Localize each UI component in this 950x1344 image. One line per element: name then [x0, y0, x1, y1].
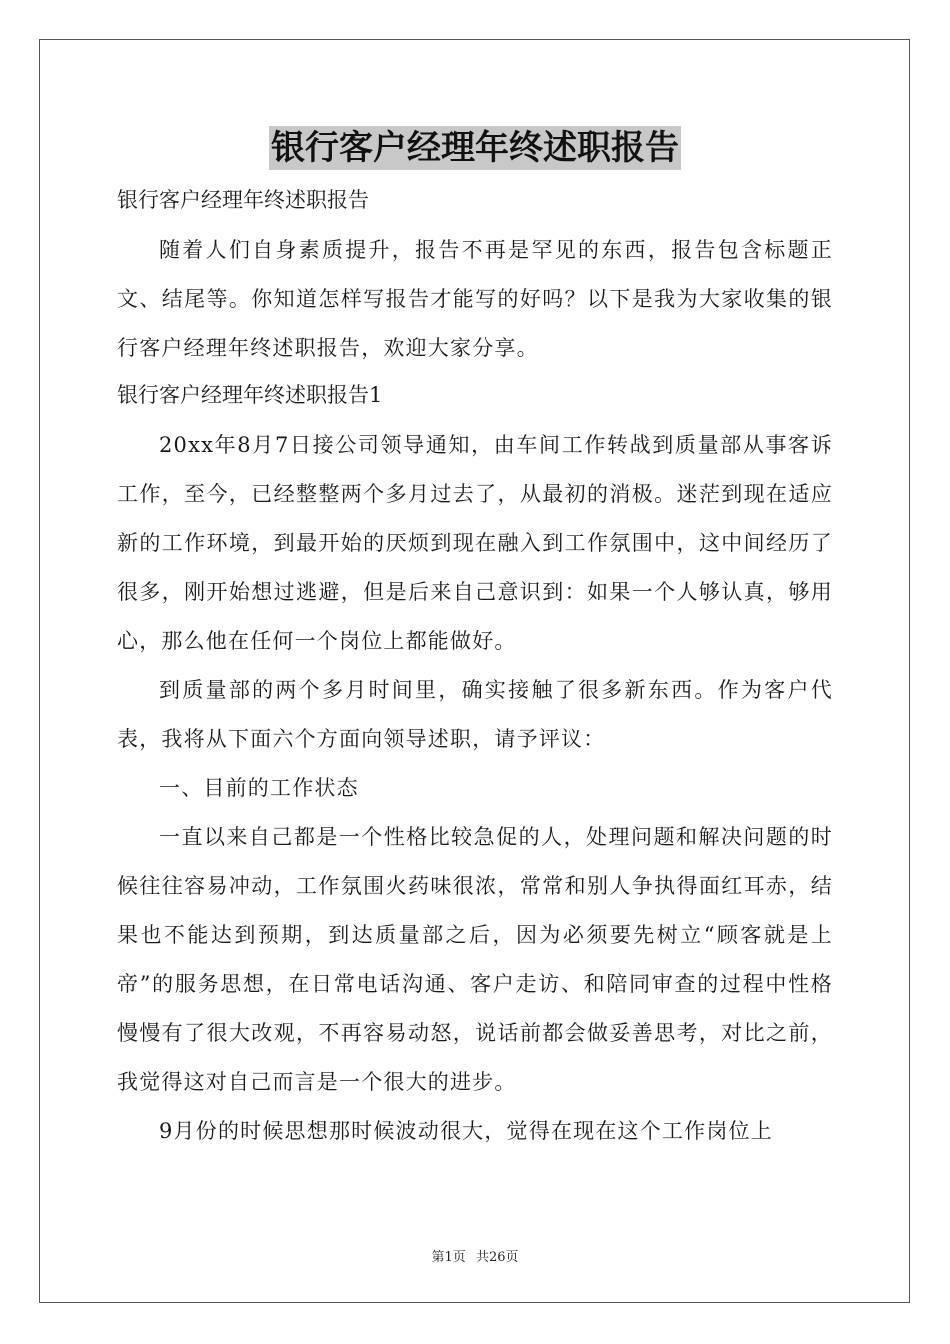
document-subtitle: 银行客户经理年终述职报告: [117, 188, 369, 212]
intro-paragraph: 随着人们自身素质提升，报告不再是罕见的东西，报告包含标题正文、结尾等。你知道怎样写报告才能写的好吗？以下是我为大家收集的银行客户经理年终述职报告，欢迎大家分享。: [117, 238, 833, 360]
subheading-current-status: 一、目前的工作状态: [159, 776, 359, 800]
paragraph-1: 20xx年8月7日接公司领导通知，由车间工作转战到质量部从事客诉工作，至今，已经整整两个多月过去了，从最初的消极。迷茫到现在适应新的工作环境，到最开始的厌烦到现在融入到工作氛围中，这中间经历了很多，刚开始想过逃避，但是后来自己意识到：如果一个人够认真，够用心，那么他在任何一个岗位上都能做好。: [117, 433, 833, 653]
page-total: 共26页: [475, 1250, 519, 1265]
paragraph-4: 9月份的时候思想那时候波动很大，觉得在现在这个工作岗位上: [159, 1119, 773, 1143]
paragraph-2: 到质量部的两个多月时间里，确实接触了很多新东西。作为客户代表，我将从下面六个方面向领导述职，请予评议：: [117, 678, 833, 751]
page-footer: [0, 1246, 950, 1265]
document-body: [117, 180, 833, 1156]
page-number: 第1页: [431, 1250, 466, 1265]
title-container: [0, 126, 950, 170]
section-heading-1: 银行客户经理年终述职报告1: [117, 383, 383, 407]
paragraph-3: 一直以来自己都是一个性格比较急促的人，处理问题和解决问题的时候往往容易冲动，工作氛围火药味很浓，常常和别人争执得面红耳赤，结果也不能达到预期，到达质量部之后，因为必须要先树立“顾客就是上帝”的服务思想，在日常电话沟通、客户走访、和陪同审查的过程中性格慢慢有了很大改观，不再容易动怒，说话前都会做妥善思考，对比之前，我觉得这对自己而言是一个很大的进步。: [117, 825, 833, 1094]
document-title: 银行客户经理年终述职报告: [271, 128, 679, 168]
